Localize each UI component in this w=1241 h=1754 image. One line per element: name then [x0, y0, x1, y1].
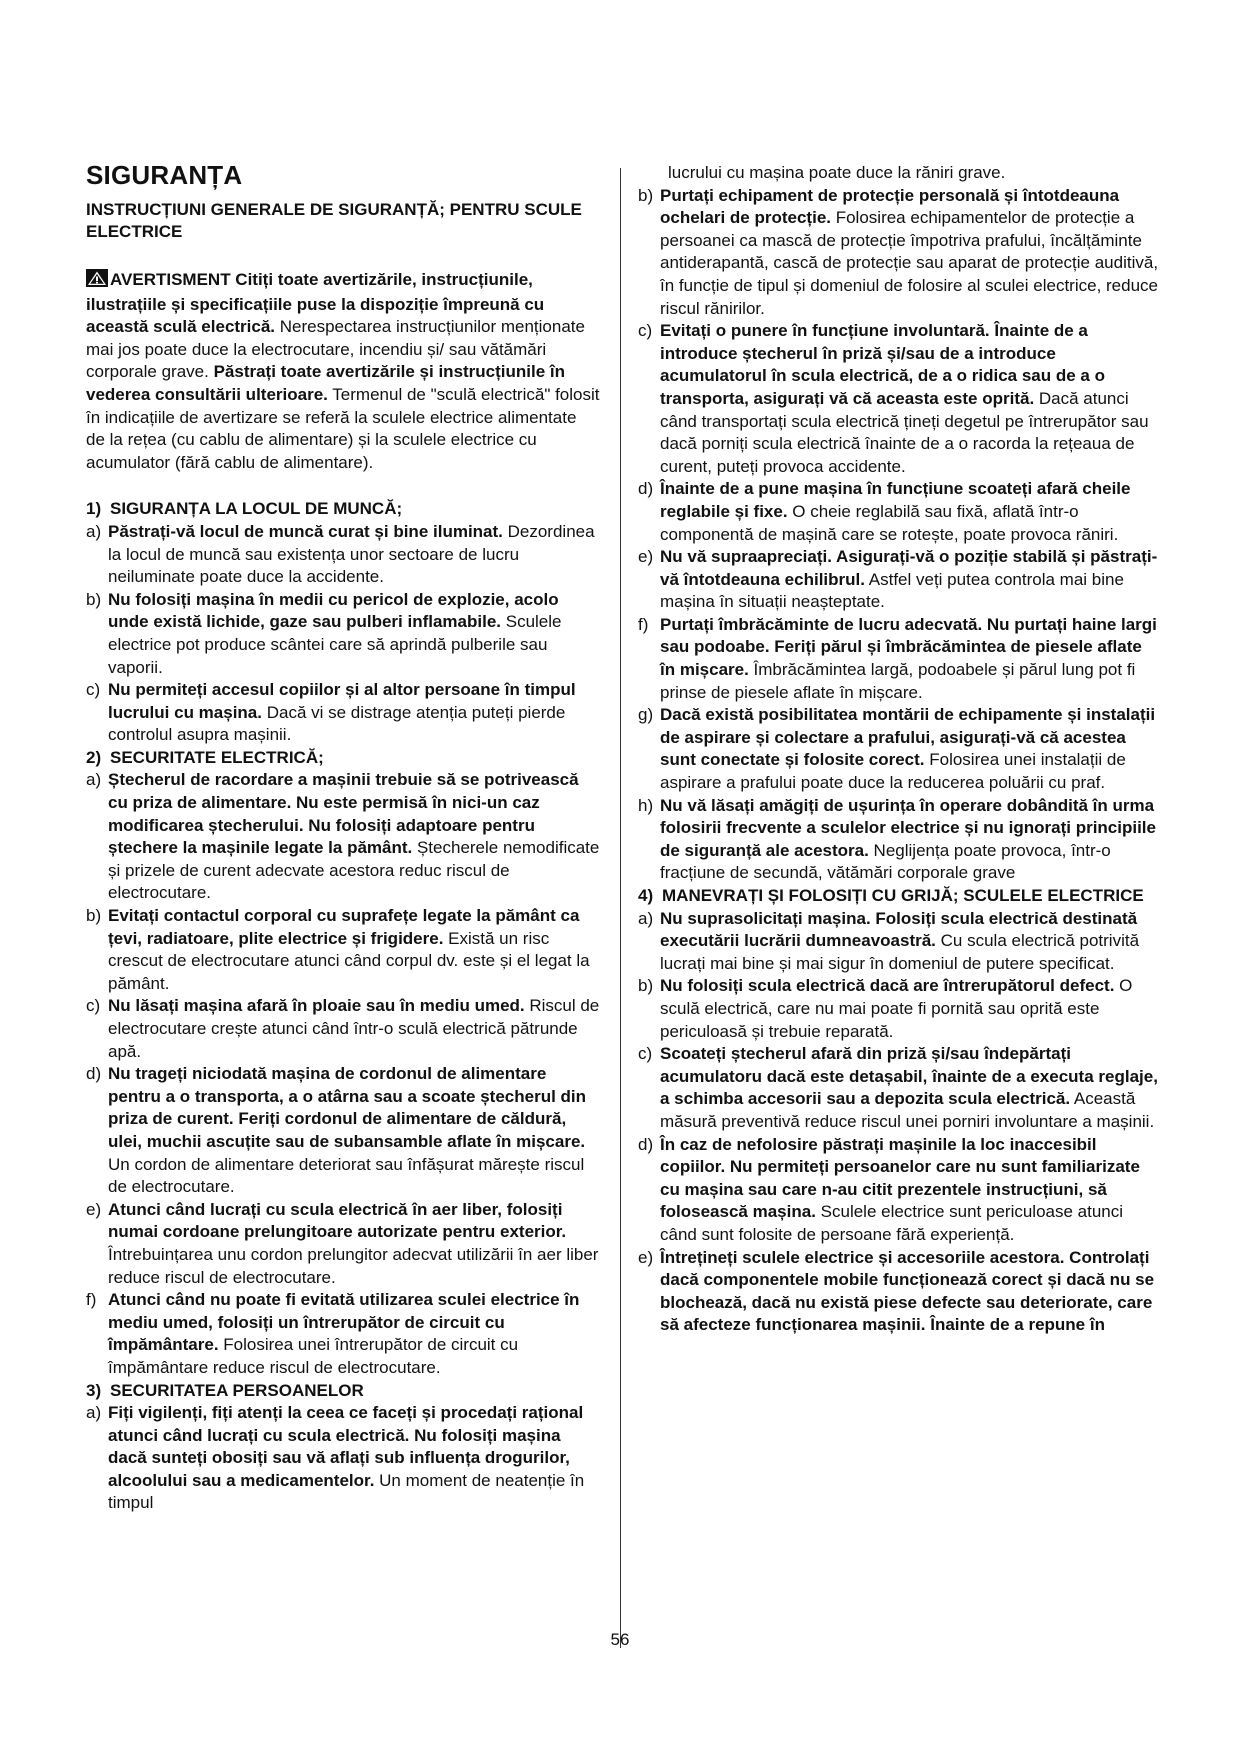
right-column: [638, 162, 1160, 1337]
item-text: Un moment de neatenție în timpul: [108, 1470, 585, 1513]
item-bold: Întrețineți sculele electrice și accesoriile acestora. Controlați dacă componentele mobile funcționează corect și dacă nu se blochează, dacă nu există piese defecte sau deteriorate, care să afecteze funcționarea mașinii. Înainte de a repune în: [660, 1247, 1155, 1335]
list-item: [638, 546, 1160, 614]
item-bold: Purtați echipament de protecție personală și întotdeauna ochelari de protecție.: [660, 185, 1120, 228]
item-label: b): [638, 185, 654, 205]
item-label: d): [638, 1134, 654, 1154]
intro-bold-2: Păstrați toate avertizările și instrucțiunile în vederea consultării ulterioare.: [86, 362, 566, 404]
item-label: e): [638, 1247, 654, 1267]
section-subtitle: INSTRUCȚIUNI GENERALE DE SIGURANȚĂ; PENTRU SCULE ELECTRICE: [86, 200, 582, 241]
section-title: MANEVRAȚI ȘI FOLOSIȚI CU GRIJĂ; SCULELE ELECTRICE: [662, 886, 1144, 905]
continued-text: lucrului cu mașina poate duce la răniri grave.: [668, 163, 1006, 182]
item-label: c): [86, 996, 101, 1016]
item-text: Întrebuințarea unu cordon prelungitor adecvat utilizării în aer liber reduce riscul de electrocutare.: [108, 1244, 599, 1287]
item-bold: Atunci când lucrați cu scula electrică în aer liber, folosiți numai cordoane prelungitoare autorizate pentru exterior.: [108, 1199, 567, 1242]
list-item: [638, 614, 1160, 704]
item-label: d): [638, 479, 654, 499]
item-text: Îmbrăcămintea largă, podoabele și părul lung pot fi prinse de piesele aflate în mișcare.: [660, 660, 1136, 702]
section-1-heading: [86, 498, 600, 521]
list-item: [638, 185, 1160, 321]
item-label: c): [638, 1044, 653, 1064]
item-label: a): [86, 770, 102, 790]
item-text: Ștecherele nemodificate și prizele de curent adecvate acestora reduc riscul de electrocutare.: [108, 838, 600, 903]
section-4-heading: [638, 885, 1160, 908]
item-label: b): [638, 976, 654, 996]
section-2-heading: [86, 747, 600, 770]
item-bold: Înainte de a pune mașina în funcțiune scoateți afară cheile reglabile și fixe.: [660, 479, 1131, 521]
list-item: [86, 995, 600, 1063]
list-item: [86, 589, 600, 679]
item-bold: În caz de nefolosire păstrați mașinile la loc inaccesibil copiilor. Nu permiteți persoanelor care nu sunt familiarizate cu mașina sau care n-au citit prezentele instrucțiuni, să folosească mașina.: [660, 1134, 1140, 1222]
section-number: 3): [86, 1380, 102, 1400]
left-column: [86, 160, 600, 1515]
item-label: g): [638, 705, 654, 725]
item-label: b): [86, 589, 102, 609]
item-label: f): [86, 1290, 97, 1310]
item-bold: Păstrați-vă locul de muncă curat și bine iluminat.: [108, 521, 503, 541]
item-text: Dacă atunci când transportați scula electrică țineți degetul pe întrerupător sau dacă porniți scula electrică înainte de a o racorda la rețeaua de curent, puteți provoca accidente.: [660, 388, 1149, 476]
item-text: O sculă electrică, care nu mai poate fi pornită sau oprită este periculoasă și trebuie reparată.: [660, 976, 1133, 1041]
list-item: [86, 1063, 600, 1199]
list-item: [86, 1199, 600, 1289]
item-label: a): [86, 1403, 102, 1423]
section-3-heading: [86, 1380, 600, 1403]
item-text: Există un risc crescut de electrocutare atunci când corpul dv. este și el legat la pământ.: [108, 928, 590, 993]
item-bold: Nu trageți niciodată mașina de cordonul de alimentare pentru a o transporta, a o atârna sau a scoate ștecherul din priza de curent. Feriți cordonul de alimentare de căldură, ulei, muchii ascuțite sau de subansamble aflate în mișcare.: [108, 1064, 587, 1151]
item-bold: Atunci când nu poate fi evitată utilizarea sculei electrice în mediu umed, folosiți un întrerupător de circuit cu împământare.: [108, 1290, 580, 1355]
item-bold: Evitați o punere în funcțiune involuntară. Înainte de a introduce ștecherul în priză și/sau de a introduce acumulatorul în scula electrică, de a o ridica sau de a o transporta, asigurați vă că aceasta este oprită.: [660, 321, 1105, 408]
item-text: Folosirea echipamentelor de protecție a persoanei ca mască de protecție împotriva prafului, încălțăminte antiderapantă, cască de protecție sau aparat de protecție auditivă, în funcție de tipul și domeniul de folosire al sculei electrice, reduce riscul rănirilor.: [660, 208, 1159, 318]
page-number: 56: [610, 1630, 630, 1649]
warning-triangle-icon: [86, 269, 108, 294]
item-bold: Scoateți ștecherul afară din priză și/sau îndepărtați acumulatoru dacă este detașabil, înainte de a executa reglaje, a schimba accesorii sau a depozita scula electrică.: [660, 1044, 1158, 1109]
item-text: Neglijența poate provoca, într-o fracțiune de secundă, vătămări corporale grave: [660, 840, 1111, 883]
item-text: Astfel veți putea controla mai bine mașina în situații neașteptate.: [660, 569, 1124, 612]
item-label: d): [86, 1064, 102, 1084]
section-number: 1): [86, 499, 102, 519]
section-number: 2): [86, 747, 102, 767]
item-label: c): [86, 680, 101, 700]
intro-bold: AVERTISMENT Citiți toate avertizările, instrucțiunile, ilustrațiile și specificațiile puse la dispoziție împreună cu această sculă electrică.: [86, 270, 545, 337]
item-bold: Evitați contactul corporal cu suprafețe legate la pământ ca țevi, radiatoare, plite electrice și frigidere.: [108, 906, 580, 948]
intro-paragraph: [86, 269, 600, 474]
item-label: f): [638, 614, 649, 634]
list-item: [638, 1043, 1160, 1133]
item-label: b): [86, 906, 102, 926]
item-bold: Dacă există posibilitatea montării de echipamente și instalații de aspirare și colectare a prafului, asigurați-vă că acestea sunt conectate și folosite corect.: [660, 705, 1156, 770]
list-item: [638, 1134, 1160, 1247]
page-title: SIGURANȚA: [86, 160, 243, 190]
item-text: Sculele electrice pot produce scântei care să aprindă pulberile sau vaporii.: [108, 612, 562, 677]
item-text: Această măsură preventivă reduce riscul unei porniri involuntare a mașinii.: [660, 1089, 1155, 1131]
item-text: Folosirea unei instalații de aspirare a prafului poate duce la reducerea poluării cu praf.: [660, 750, 1126, 793]
list-item: [638, 320, 1160, 478]
list-item: [638, 1247, 1160, 1337]
item-text: O cheie reglabilă sau fixă, aflată într-o componentă de mașină care se rotește, poate provoca răniri.: [660, 501, 1119, 544]
item-label: e): [86, 1199, 102, 1219]
list-item: [86, 1289, 600, 1379]
list-item: [86, 1402, 600, 1515]
item-bold: Nu suprasolicitați mașina. Folosiți scula electrică destinată executării lucrării dumneavoastră.: [660, 908, 1138, 951]
item-bold: Nu vă lăsați amăgiți de ușurința în operare dobândită în urma folosirii frecvente a sculelor electrice și nu ignorați principiile de siguranță ale acestora.: [660, 795, 1156, 860]
item-label: c): [638, 321, 653, 341]
section-title: SECURITATEA PERSOANELOR: [110, 1380, 364, 1400]
list-item: [638, 908, 1160, 976]
item-text: Dacă vi se distrage atenția puteți pierde controlul asupra mașinii.: [108, 702, 566, 745]
item-bold: Fiți vigilenți, fiți atenți la ceea ce faceți și procedați rațional atunci când lucrați cu scula electrică. Nu folosiți mașina dacă sunteți obosiți sau vă aflați sub influența drogurilor, alcoolului sau a medicamentelor.: [108, 1403, 584, 1490]
list-item: [638, 704, 1160, 794]
list-item: [638, 478, 1160, 546]
section-number: 4): [638, 886, 654, 905]
list-item: [86, 679, 600, 747]
item-bold: Nu vă supraapreciați. Asigurați-vă o poziție stabilă și păstrați-vă întotdeauna echilibrul.: [660, 547, 1158, 589]
list-item: [86, 769, 600, 905]
list-item: [86, 905, 600, 995]
item-text: Riscul de electrocutare crește atunci când într-o sculă electrică pătrunde apă.: [108, 996, 600, 1061]
list-item: [86, 521, 600, 589]
list-item: [638, 975, 1160, 1043]
item-label: h): [638, 795, 654, 815]
list-item: [638, 795, 1160, 885]
item-text: Sculele electrice sunt periculoase atunci când sunt folosite de persoane fără experiență.: [660, 1202, 1124, 1244]
item-text: Folosirea unei întrerupător de circuit cu împământare reduce riscul de electrocutare.: [108, 1335, 519, 1377]
section-title: SECURITATE ELECTRICĂ;: [110, 747, 324, 767]
item-label: e): [638, 547, 654, 567]
item-label: a): [638, 908, 654, 928]
item-text: Un cordon de alimentare deteriorat sau înfășurat mărește riscul de electrocutare.: [108, 1154, 585, 1197]
item-label: a): [86, 521, 102, 541]
item-bold: Nu folosiți mașina în medii cu pericol de explozie, acolo unde există lichide, gaze sau pulberi inflamabile.: [108, 589, 559, 632]
column-divider: [620, 168, 621, 1648]
item-bold: Ștecherul de racordare a mașinii trebuie să se potrivească cu priza de alimentare. Nu este permisă în nici-un caz modificarea ștecherului. Nu folosiți adaptoare pentru ștechere la mașinile legate la pământ.: [108, 770, 579, 858]
intro-text-2: Termenul de "sculă electrică" folosit în indicațiile de avertizare se referă la sculele electrice alimentate de la rețea (cu cablu de alimentare) și la sculele electrice cu acumulator (fără cablu de alimentare).: [86, 384, 600, 472]
intro-text-1: Nerespectarea instrucțiunilor menționate mai jos poate duce la electrocutare, incendiu și/ sau vătămări corporale grave.: [86, 317, 585, 382]
item-bold: Nu permiteți accesul copiilor și al altor persoane în timpul lucrului cu mașina.: [108, 680, 576, 722]
item-text: Dezordinea la locul de muncă sau existența unor sectoare de lucru neiluminate poate duce la accidente.: [108, 521, 595, 587]
section-title: SIGURANȚA LA LOCUL DE MUNCĂ;: [110, 499, 403, 519]
item-text: Cu scula electrică potrivită lucrați mai bine și mai sigur în domeniul de putere specificat.: [660, 931, 1140, 973]
item-bold: Nu folosiți scula electrică dacă are întrerupătorul defect.: [660, 976, 1115, 996]
item-bold: Nu lăsați mașina afară în ploaie sau în mediu umed.: [108, 996, 525, 1016]
item-bold: Purtați îmbrăcăminte de lucru adecvată. Nu purtați haine largi sau podoabe. Feriți părul și îmbrăcămintea de piesele aflate în mișcare.: [660, 614, 1157, 680]
